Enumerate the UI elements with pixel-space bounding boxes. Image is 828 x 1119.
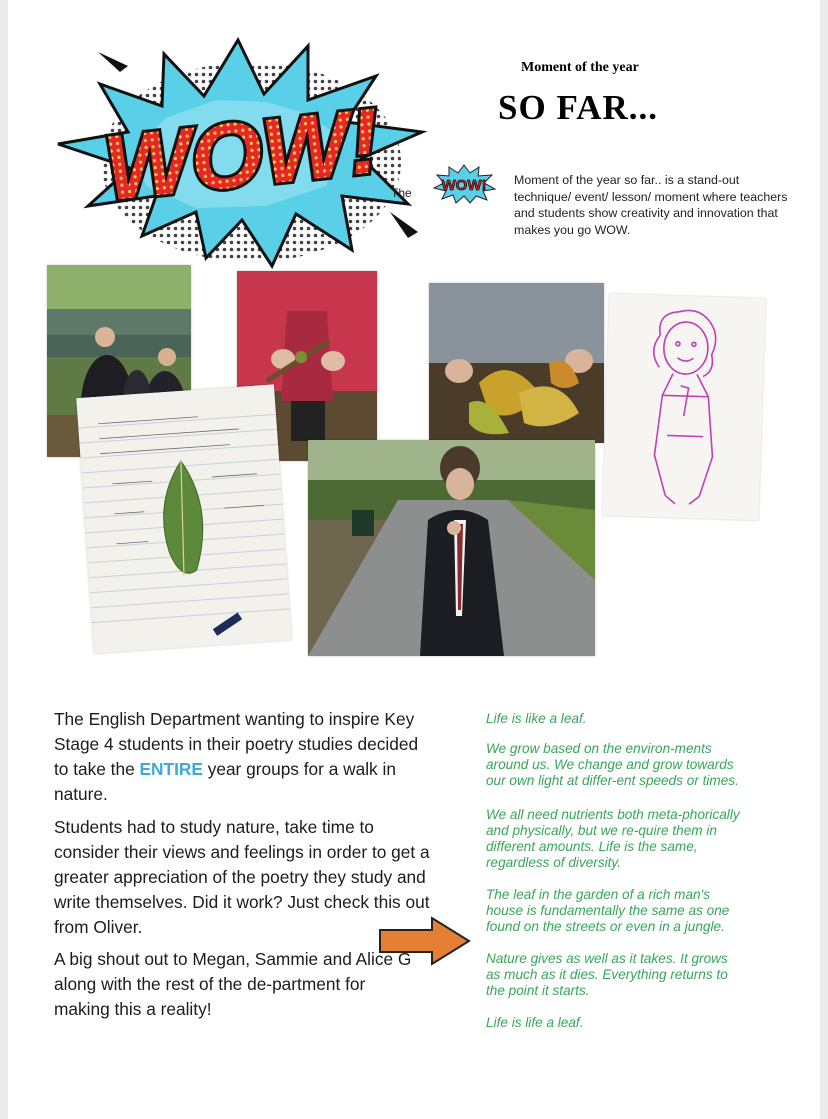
p1-emphasis: ENTIRE <box>139 759 203 779</box>
article-paragraph-2: Students had to study nature, take time to consider their views and feelings in order to get a greater appreciation of the poetry they study and write themselves. Did it work? Just check this out from Oliver. <box>54 817 430 937</box>
photo-student-path <box>308 440 595 656</box>
photo-notebook-leaf <box>76 384 291 653</box>
p1-before: The English Department wanting to inspire Key Stage 4 students in their poetry studies decided to take the <box>54 709 419 779</box>
poem-line-2: We grow based on the environ-ments around us. We change and grow towards our own light at differ-ent speeds or times. <box>486 741 739 788</box>
kicker: Moment of the year <box>521 60 639 75</box>
poem-line-3: We all need nutrients both meta-phorically and physically, but we re-quire them in different amounts. Life is the same, regardless of diversity. <box>486 807 740 870</box>
poem-line-1: Life is like a leaf. <box>486 711 587 726</box>
wow-burst-icon <box>46 36 430 272</box>
p1-after: year groups for a walk in nature. <box>54 759 396 804</box>
small-wow-text: WOW! <box>441 177 487 194</box>
photo-autumn-leaves <box>429 283 604 443</box>
poem-line-4: The leaf in the garden of a rich man's house is fundamentally the same as one found on the streets or even in a jungle. <box>486 887 730 934</box>
poem-line-5: Nature gives as well as it takes. It grows as much as it dies. Everything returns to the point it starts. <box>486 951 728 998</box>
the-label: The <box>391 186 412 200</box>
small-wow-icon <box>432 164 496 204</box>
description: Moment of the year so far.. is a stand-out technique/ event/ lesson/ moment where teachers and students show creativity and innovation that makes you go WOW. <box>514 173 788 237</box>
right-arrow-icon <box>378 915 472 967</box>
photo-pink-drawing <box>603 294 766 521</box>
poem-line-6: Life is life a leaf. <box>486 1015 584 1030</box>
article-paragraph-1 <box>54 707 434 807</box>
article-paragraph-3: A big shout out to Megan, Sammie and Alice G along with the rest of the de-partment for making this a reality! <box>54 949 412 1019</box>
newsletter-page <box>8 0 820 1119</box>
wow-burst-text: WOW! <box>99 89 385 221</box>
page-title: SO FAR... <box>498 88 659 127</box>
poem <box>486 711 741 1031</box>
